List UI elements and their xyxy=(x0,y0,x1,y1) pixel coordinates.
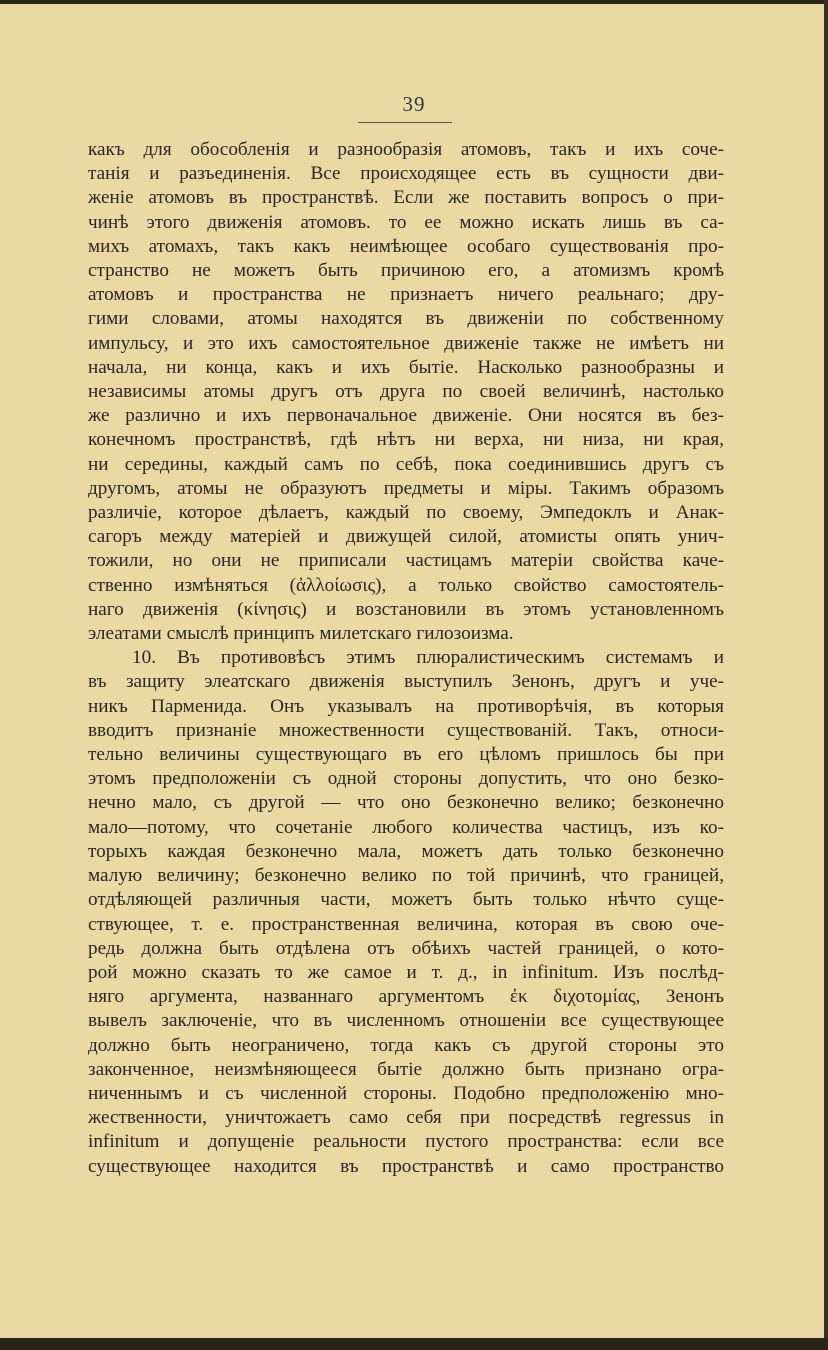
text-line: вводитъ признаніе множественности существованій. Такъ, относи- xyxy=(88,719,724,741)
page-right-edge xyxy=(824,0,828,1350)
text-line: ни середины, каждый самъ по себѣ, пока соединившись другъ съ xyxy=(88,453,724,475)
text-line: же различно и ихъ первоначальное движеніе. Они носятся въ без- xyxy=(88,405,724,427)
page-bottom-edge xyxy=(0,1338,828,1350)
text-line: тожили, но они не приписали частицамъ матеріи свойства каче- xyxy=(88,550,724,572)
text-line: малую величину; безконечно велико по той причинѣ, что границей, xyxy=(88,865,724,887)
text-line: няго аргумента, названнаго аргументомъ ἐκ διχοτομίας, Зенонъ xyxy=(88,986,724,1008)
page-number-rule xyxy=(358,122,452,123)
text-line: чинѣ этого движенія атомовъ. то ее можно искать лишь въ са- xyxy=(88,211,724,233)
text-line: законченное, неизмѣняющееся бытіе должно быть признано огра- xyxy=(88,1058,724,1080)
text-line: никъ Парменида. Онъ указывалъ на противорѣчія, въ которыя xyxy=(88,695,724,717)
text-line: другомъ, атомы не образуютъ предметы и міры. Такимъ образомъ xyxy=(88,477,724,499)
text-line: жественности, уничтожаетъ само себя при посредствѣ regressus in xyxy=(88,1107,724,1129)
text-line: импульсу, и это ихъ самостоятельное движеніе также не имѣетъ ни xyxy=(88,332,724,354)
text-line: сагоръ между матеріей и движущей силой, атомисты опять унич- xyxy=(88,526,724,548)
text-line: ствующее, т. е. пространственная величина, которая въ свою оче- xyxy=(88,913,724,935)
text-line: должно быть неограничено, тогда какъ съ другой стороны это xyxy=(88,1034,724,1056)
text-line: въ защиту элеатскаго движенія выступилъ Зенонъ, другъ и уче- xyxy=(88,671,724,693)
text-line: странство не можетъ быть причиною его, а атомизмъ кромѣ xyxy=(88,260,724,282)
paragraph-start-line: 10. Въ противовѣсъ этимъ плюралистическимъ системамъ и xyxy=(132,647,724,669)
text-line: вывелъ заключеніе, что въ численномъ отношеніи все существующее xyxy=(88,1010,724,1032)
text-line: михъ атомахъ, такъ какъ неимѣющее особаго существованія про- xyxy=(88,235,724,257)
body-text xyxy=(88,138,724,1179)
text-line: различіе, которое дѣлаетъ, каждый по своему, Эмпедоклъ и Анак- xyxy=(88,502,724,524)
text-line: начала, ни конца, какъ и ихъ бытіе. Насколько разнообразны и xyxy=(88,356,724,378)
text-line: элеатами смыслѣ принципъ милетскаго гилозоизма. xyxy=(88,623,514,645)
text-line: существующее находится въ пространствѣ и само пространство xyxy=(88,1155,724,1177)
text-line: конечномъ пространствѣ, гдѣ нѣтъ ни верха, ни низа, ни края, xyxy=(88,429,724,451)
text-line: танія и разъединенія. Все происходящее есть въ сущности дви- xyxy=(88,163,724,185)
text-line: атомовъ и пространства не признаетъ ничего реальнаго; дру- xyxy=(88,284,724,306)
text-line: торыхъ каждая безконечно мала, можетъ дать только безконечно xyxy=(88,840,724,862)
text-line: женіе атомовъ въ пространствѣ. Если же поставить вопросъ о при- xyxy=(88,187,724,209)
text-line: редь должна быть отдѣлена отъ обѣихъ частей границей, о кото- xyxy=(88,937,724,959)
page-number: 39 xyxy=(402,92,426,116)
text-line: рой можно сказать то же самое и т. д., in infinitum. Изъ послѣд- xyxy=(88,961,724,983)
text-line: гими словами, атомы находятся въ движеніи по собственному xyxy=(88,308,724,330)
text-line: какъ для обособленія и разнообразія атомовъ, такъ и ихъ соче- xyxy=(88,139,724,160)
text-line: ниченнымъ и съ численной стороны. Подобно предположенію мно- xyxy=(88,1082,724,1104)
text-line: infinitum и допущеніе реальности пустого пространства: если все xyxy=(88,1131,724,1153)
text-line: нечно мало, съ другой — что оно безконечно велико; безконечно xyxy=(88,792,724,814)
text-line: этомъ предположеніи съ одной стороны допустить, что оно безко- xyxy=(88,768,724,790)
text-line: наго движенія (κίνησις) и возстановили въ этомъ установленномъ xyxy=(88,598,724,620)
text-line: мало—потому, что сочетаніе любого количества частицъ, изъ ко- xyxy=(88,816,724,838)
text-line: тельно величины существующаго въ его цѣломъ пришлось бы при xyxy=(88,744,724,766)
text-line: отдѣляющей различныя части, можетъ быть только нѣчто суще- xyxy=(88,889,724,911)
text-line: ственно измѣняться (ἀλλοίωσις), а только свойство самостоятель- xyxy=(88,574,724,596)
text-line: независимы атомы другъ отъ друга по своей величинѣ, настолько xyxy=(88,381,724,403)
page-top-edge xyxy=(0,0,828,4)
